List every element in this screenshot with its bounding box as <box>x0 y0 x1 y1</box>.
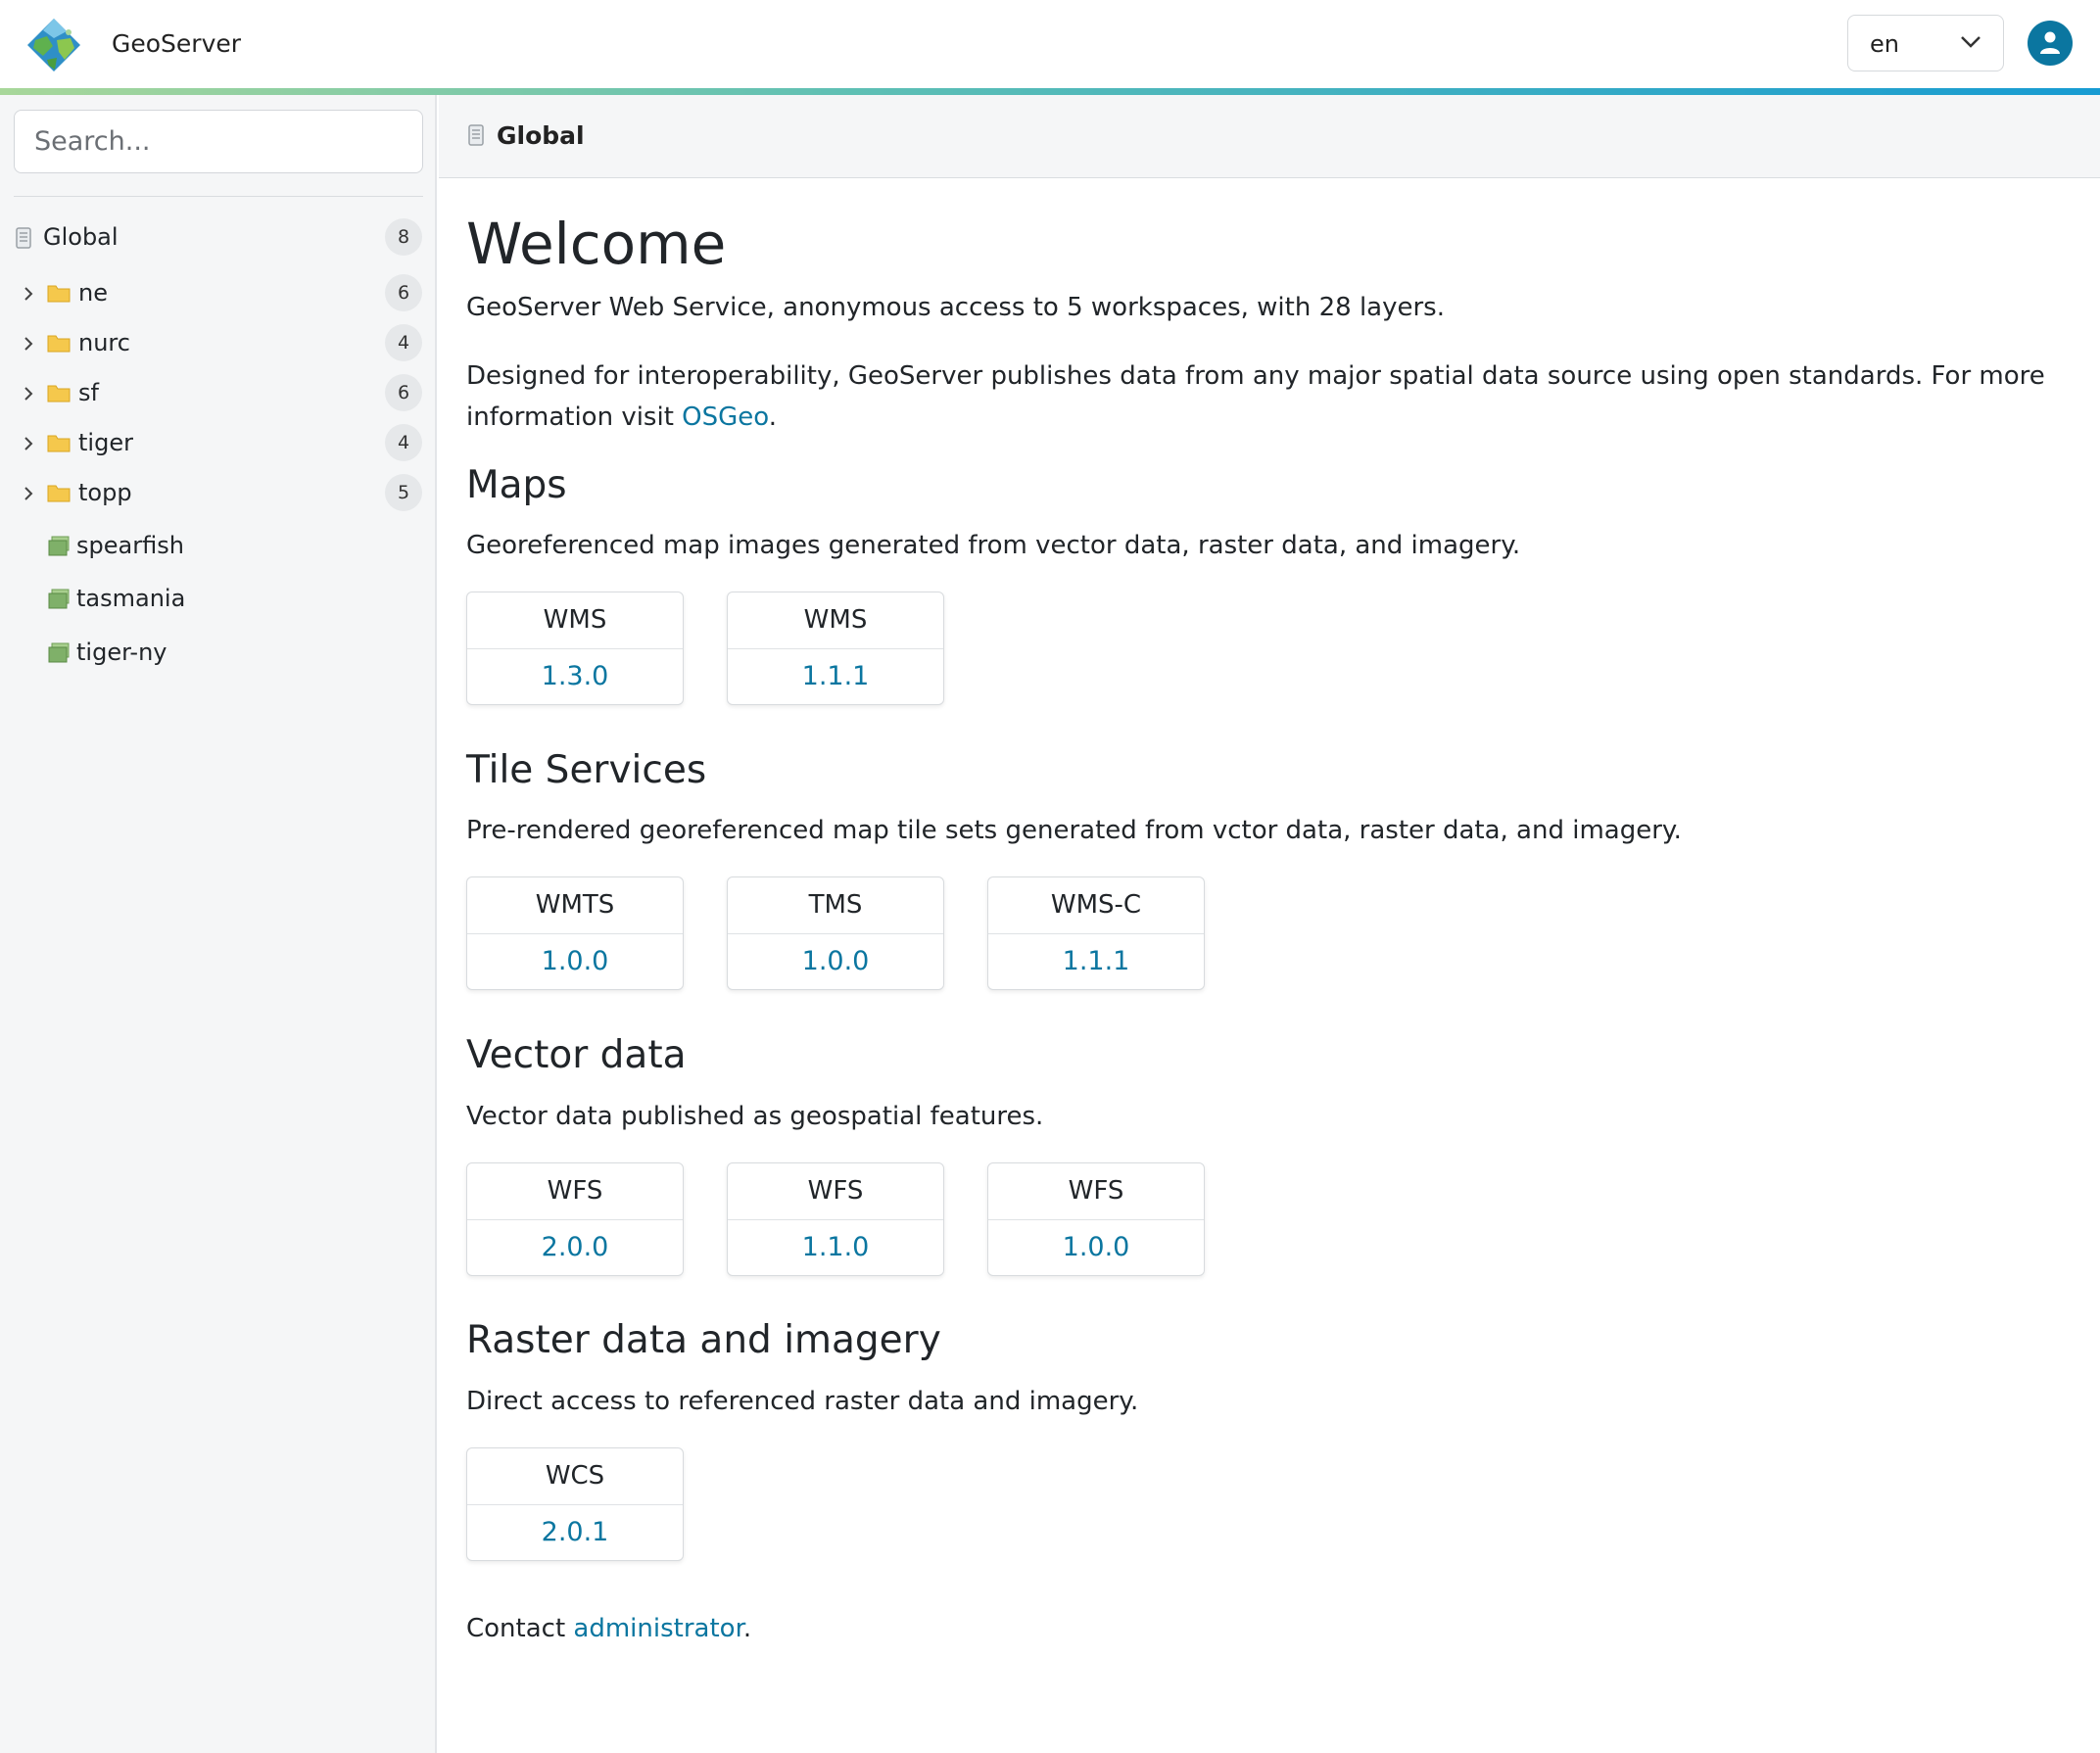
document-icon <box>468 124 484 146</box>
tree-item-tasmania[interactable] <box>0 577 437 622</box>
tree-item-label: Global <box>43 223 119 251</box>
folder-icon <box>47 333 71 353</box>
service-name: WMS-C <box>988 877 1204 934</box>
service-version-link[interactable]: 1.1.1 <box>801 661 870 691</box>
app-title[interactable]: GeoServer <box>112 29 242 58</box>
section-description: Direct access to referenced raster data and imagery. <box>466 1387 1139 1416</box>
tree-item-label: topp <box>78 479 132 506</box>
section-title-maps: Maps <box>466 463 567 507</box>
tree-item-tiger[interactable] <box>0 421 437 466</box>
tree-item-spearfish[interactable] <box>0 524 437 569</box>
tree-item-label: spearfish <box>76 532 184 559</box>
section-description: Georeferenced map images generated from vector data, raster data, and imagery. <box>466 531 1521 560</box>
count-badge: 5 <box>385 474 422 511</box>
folder-icon <box>47 433 71 452</box>
tree-item-tiger-ny[interactable] <box>0 631 437 676</box>
main-content <box>439 95 2100 1753</box>
service-version-link[interactable]: 1.0.0 <box>541 946 609 976</box>
contact-text: Contact <box>466 1614 574 1643</box>
breadcrumb <box>439 95 2100 178</box>
service-card-wms-130 <box>466 592 684 705</box>
tree-item-nurc[interactable] <box>0 321 437 366</box>
service-card-wms-c <box>987 876 1205 990</box>
service-name: WMS <box>728 592 943 649</box>
count-badge: 8 <box>385 218 422 256</box>
chevron-right-icon[interactable] <box>22 486 35 501</box>
service-version-link[interactable]: 1.1.1 <box>1062 946 1130 976</box>
geoserver-globe-icon[interactable] <box>25 17 82 73</box>
service-name: WMTS <box>467 877 683 934</box>
summary-text: GeoServer Web Service, anonymous access to 5 workspaces, with 28 layers. <box>466 293 1445 322</box>
search-input[interactable] <box>14 110 423 173</box>
service-name: WFS <box>988 1163 1204 1220</box>
chevron-right-icon[interactable] <box>22 386 35 402</box>
app-header <box>0 0 2100 88</box>
service-version-link[interactable]: 1.0.0 <box>801 946 870 976</box>
section-description: Vector data published as geospatial features. <box>466 1102 1044 1131</box>
osgeo-link[interactable]: OSGeo <box>682 403 769 432</box>
service-name: WCS <box>467 1448 683 1505</box>
language-value: en <box>1870 30 1899 58</box>
administrator-link[interactable]: administrator <box>573 1614 743 1643</box>
intro-paragraph <box>466 355 2073 438</box>
chevron-right-icon[interactable] <box>22 436 35 451</box>
service-card-wcs-201 <box>466 1447 684 1561</box>
folder-icon <box>47 283 71 303</box>
document-icon <box>16 227 31 249</box>
breadcrumb-label: Global <box>497 121 585 150</box>
service-name: WFS <box>467 1163 683 1220</box>
service-version-link[interactable]: 1.1.0 <box>801 1232 870 1262</box>
service-card-tms <box>727 876 944 990</box>
count-badge: 6 <box>385 274 422 311</box>
count-badge: 6 <box>385 374 422 411</box>
language-select[interactable] <box>1847 15 2004 71</box>
service-name: WMS <box>467 592 683 649</box>
user-menu-button[interactable] <box>2028 21 2073 66</box>
chevron-right-icon[interactable] <box>22 286 35 302</box>
service-version-link[interactable]: 2.0.1 <box>541 1517 609 1547</box>
header-accent-bar <box>0 88 2100 95</box>
service-version-link[interactable]: 1.3.0 <box>541 661 609 691</box>
folder-icon <box>47 483 71 502</box>
tree-item-topp[interactable] <box>0 471 437 516</box>
tree-item-label: nurc <box>78 329 130 356</box>
tree-item-ne[interactable] <box>0 271 437 316</box>
page-title: Welcome <box>466 211 727 277</box>
service-card-wms-111 <box>727 592 944 705</box>
service-card-wfs-100 <box>987 1162 1205 1276</box>
tree-item-label: tiger <box>78 429 133 456</box>
chevron-right-icon[interactable] <box>22 336 35 352</box>
service-version-link[interactable]: 1.0.0 <box>1062 1232 1130 1262</box>
layers-icon <box>47 536 71 557</box>
service-name: WFS <box>728 1163 943 1220</box>
count-badge: 4 <box>385 424 422 461</box>
service-name: TMS <box>728 877 943 934</box>
layers-icon <box>47 642 71 664</box>
tree-item-label: sf <box>78 379 99 406</box>
section-title-raster-data: Raster data and imagery <box>466 1318 941 1362</box>
section-title-vector-data: Vector data <box>466 1033 687 1077</box>
tree-item-label: tiger-ny <box>76 639 167 666</box>
intro-end: . <box>768 403 777 432</box>
count-badge: 4 <box>385 324 422 361</box>
user-icon <box>2038 30 2062 56</box>
contact-paragraph <box>466 1608 2073 1649</box>
service-card-wfs-200 <box>466 1162 684 1276</box>
section-title-tile-services: Tile Services <box>466 748 707 792</box>
tree-item-label: ne <box>78 279 108 307</box>
chevron-down-icon <box>1960 35 1981 49</box>
service-version-link[interactable]: 2.0.0 <box>541 1232 609 1262</box>
service-card-wmts <box>466 876 684 990</box>
tree-item-global[interactable] <box>0 215 437 261</box>
tree-item-label: tasmania <box>76 585 186 612</box>
layers-icon <box>47 589 71 610</box>
folder-icon <box>47 383 71 403</box>
sidebar-divider <box>14 196 423 197</box>
service-card-wfs-110 <box>727 1162 944 1276</box>
contact-end: . <box>742 1614 752 1643</box>
sidebar <box>0 95 437 1753</box>
intro-text: Designed for interoperability, GeoServer publishes data from any major spatial data source using open standards. For more information visit <box>466 361 2045 432</box>
section-description: Pre-rendered georeferenced map tile sets generated from vctor data, raster data, and imagery. <box>466 816 1682 845</box>
tree-item-sf[interactable] <box>0 371 437 416</box>
